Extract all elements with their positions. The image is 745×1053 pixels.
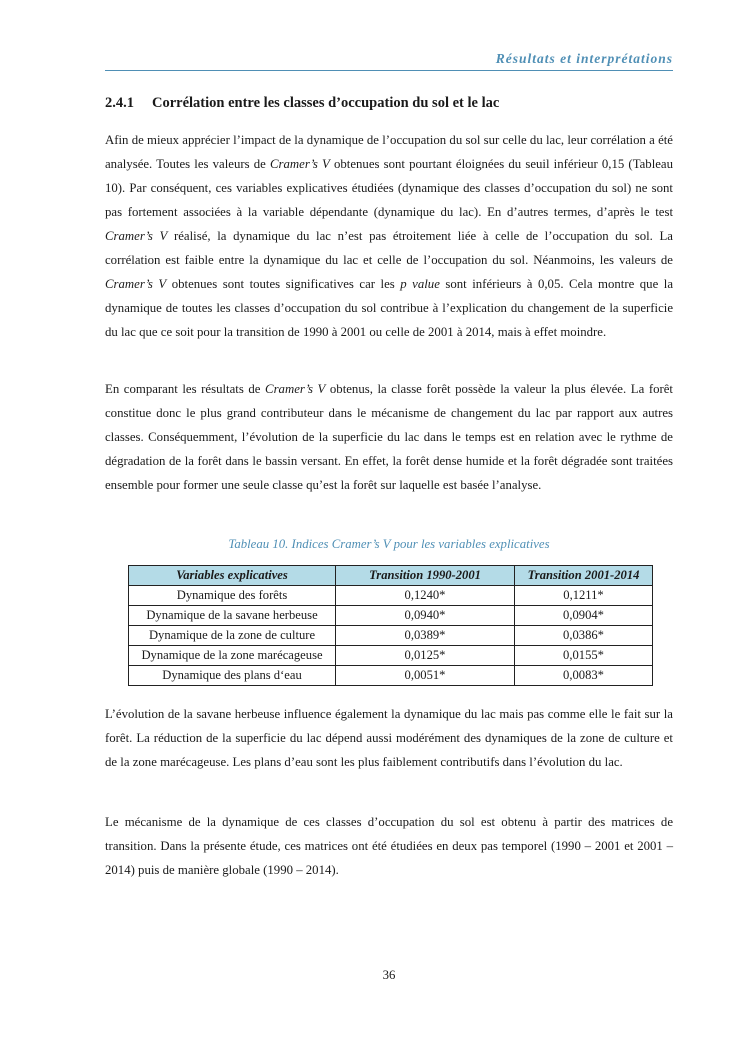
section-title: Corrélation entre les classes d’occupation du sol et le lac xyxy=(152,95,500,111)
table-caption: Tableau 10. Indices Cramer’s V pour les variables explicatives xyxy=(228,537,550,551)
column-header: Transition 1990-2001 xyxy=(336,566,515,586)
text-run: Afin de mieux apprécier l’impact de la dynamique de l’occupation du sol sur celle du lac, leur corrélation a été analysée. Toutes les valeurs de xyxy=(105,133,673,171)
cramers-v-table xyxy=(128,565,653,686)
table-cell: 0,0083* xyxy=(515,666,653,686)
paragraph-comparison xyxy=(105,377,673,497)
table-cell: Dynamique de la zone de culture xyxy=(129,626,336,646)
table-cell: Dynamique des forêts xyxy=(129,586,336,606)
table-cell: 0,0904* xyxy=(515,606,653,626)
table-cell: 0,1211* xyxy=(515,586,653,606)
table-cell: Dynamique de la savane herbeuse xyxy=(129,606,336,626)
column-header: Variables explicatives xyxy=(129,566,336,586)
table-cell: 0,0051* xyxy=(336,666,515,686)
table-row xyxy=(129,626,653,646)
italic-term: p value xyxy=(400,277,440,291)
table-cell: 0,0940* xyxy=(336,606,515,626)
paragraph-savanna: L’évolution de la savane herbeuse influence également la dynamique du lac mais pas comme elle le fait sur la forêt. La réduction de la superficie du lac dépend aussi modérément des dynamiques de la zone de culture et de la zone marécageuse. Les plans d’eau sont les plus faiblement contributifs dans l’évolution du lac. xyxy=(105,707,673,769)
table-row xyxy=(129,666,653,686)
italic-term: Cramer’s V xyxy=(265,382,326,396)
section-number: 2.4.1 xyxy=(105,95,134,111)
table-cell: 0,0125* xyxy=(336,646,515,666)
table-cell: 0,0155* xyxy=(515,646,653,666)
running-header-title: Résultats et interprétations xyxy=(495,51,673,66)
italic-term: Cramer’s V xyxy=(269,157,330,171)
text-run: obtenus, la classe forêt possède la valeur la plus élevée. La forêt constitue donc le plus grand contributeur dans le mécanisme de changement du lac par rapport aux autres classes. Conséquemment, l’évolution de la superficie du lac dans le temps est en relation avec le rythme de dégradation de la forêt dans le bassin versant. En effet, la forêt dense humide et la forêt dégradée sont traitées ensemble pour former une seule classe qu’est la forêt sur laquelle est basée l’analyse. xyxy=(105,382,673,492)
table-row xyxy=(129,646,653,666)
column-header: Transition 2001-2014 xyxy=(515,566,653,586)
page-number: 36 xyxy=(382,968,396,982)
table-cell: Dynamique des plans d‘eau xyxy=(129,666,336,686)
italic-term: Cramer’s V xyxy=(105,229,168,243)
table-cell: 0,1240* xyxy=(336,586,515,606)
italic-term: Cramer’s V xyxy=(105,277,167,291)
table-row xyxy=(129,606,653,626)
table-cell: 0,0386* xyxy=(515,626,653,646)
paragraph-correlation xyxy=(105,128,673,344)
text-run: réalisé, la dynamique du lac n’est pas étroitement liée à celle de l’occupation du sol. La corrélation est faible entre la dynamique du lac et celle de l’occupation du sol. Néanmoins, les valeurs de xyxy=(105,229,673,267)
table-cell: 0,0389* xyxy=(336,626,515,646)
paragraph-transition-matrices: Le mécanisme de la dynamique de ces classes d’occupation du sol est obtenu à partir des matrices de transition. Dans la présente étude, ces matrices ont été étudiées en deux pas temporel (1990 – 2001 et 2001 – 2014) puis de manière globale (1990 – 2014). xyxy=(105,815,673,877)
table-cell: Dynamique de la zone marécageuse xyxy=(129,646,336,666)
table-header-row xyxy=(129,566,653,586)
text-run: obtenues sont pourtant éloignées du seuil inférieur 0,15 (Tableau 10). Par conséquent, ces variables explicatives étudiées (dynamique des classes d’occupation du sol) ne sont pas fortement associées à la variable dépendante (dynamique du lac). En d’autres termes, d’après le test xyxy=(105,157,674,219)
text-run: sont inférieurs à 0,05. Cela montre que la dynamique de toutes les classes d’occupation du sol contribue à l’explication du changement de la superficie du lac que ce soit pour la transition de 1990 à 2001 ou celle de 2001 à 2014, mais à effet moindre. xyxy=(105,277,673,339)
section-heading xyxy=(105,93,673,113)
text-run: En comparant les résultats de xyxy=(105,382,266,396)
text-run: obtenues sont toutes significatives car les xyxy=(166,277,401,291)
table-row xyxy=(129,586,653,606)
running-header xyxy=(105,50,673,71)
